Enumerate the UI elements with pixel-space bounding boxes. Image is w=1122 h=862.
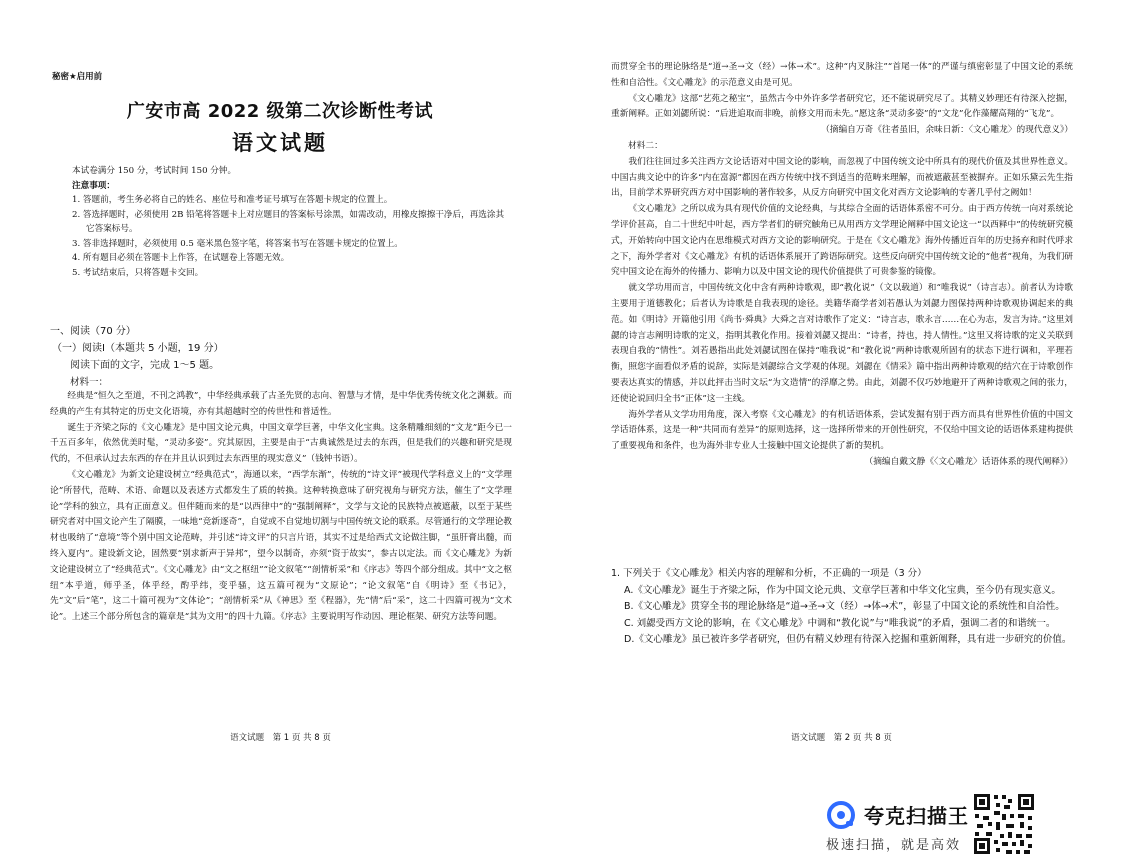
reading-instruction: 阅读下面的文字，完成 1～5 题。 [70,360,220,371]
note-item: 4. 所有题目必须在答题卡上作答，在试题卷上答题无效。 [72,253,290,263]
page-two [561,0,1122,862]
qr-code-icon [972,792,1036,856]
paragraph: 《文心雕龙》之所以成为具有现代价值的文论经典，与其综合全面的话语体系密不可分。由于西方传统一向对系统论学评价甚高，自二十世纪中叶起，西方学者们的研究触角已从用西方文学理论阐释中国文论这一“以西释中”的传统研究模式，开始转向中国文论内在思维模式对西方文论的影响研究。于是在《文心雕龙》海外传播近百年的历史扬弃和时代呼求之下，海外学者对《文心雕龙》有机的话语体系展开了跨语际研究。这些反向研究中国传统文论的“他者”视角，为我们研究中国文论在海外的传播力、影响力以及中国文论的现代价值提供了可贵参鉴的镜像。 [611,204,1073,278]
source-citation: （摘编自万奇《往者虽旧，余味日新：〈文心雕龙〉的现代意义》） [821,125,1073,136]
note-item: 5. 考试结束后，只将答题卡交回。 [72,267,204,278]
question-stem: 1. 下列关于《文心雕龙》相关内容的理解和分析，不正确的一项是（3 分） [611,568,927,579]
confidential-mark: 秘密★启用前 [52,72,103,82]
material-one-label: 材料一： [70,377,109,388]
paragraph: 经典是“恒久之至道，不刊之鸿教”，中华经典承载了古圣先贤的志向、智慧与才情，是中华优秀传统文化之渊薮。而经典的产生有其特定的历史文化语境，亦有其超越时空的传世性和普适性。 [50,391,512,417]
exam-title: 广安市高 2022 级第二次诊断性考试 [126,101,434,122]
paragraph: 我们往往回过多关注西方文论话语对中国文论的影响，而忽视了中国传统文论中所具有的现代价值及其世界性意义。中国古典文论中的许多“内在富源”都因在西方传统中找不到适当的范畴来理解，而被遮蔽甚至被摒弃。正如乐黛云先生指出，目前学术界研究西方对中国影响的著作较多，从反方向研究中国文化对西方文论影响的专著几乎付之阙如！ [611,156,1073,199]
option-b: B.《文心雕龙》贯穿全书的理论脉络是“道→圣→文（经）→体→术”，彰显了中国文论的系统性和自洽性。 [624,601,1065,612]
subsection-heading: （一）阅读Ⅰ（本题共 5 小题，19 分） [52,343,224,354]
watermark-slogan: 极速扫描，就是高效 [826,838,962,853]
exam-subtitle: 语文试题 [232,131,328,155]
question-one [611,566,1073,649]
note-item: 3. 答非选择题时，必须使用 0.5 毫米黑色签字笔，将答案书写在答题卡规定的位置上。 [72,238,403,249]
paragraph: 海外学者从文学功用角度，深入考察《文心雕龙》的有机话语体系，尝试发掘有别于西方而具有世界性价值的中国文学话语体系，这是一种“共同而有差异”的原则选择，这一选择所带来的开创性研究，不仅给中国文论的话语体系建构提供了重要视角和条件，也为海外非专业人士接触中国文论提供了新的契机。 [611,409,1073,452]
notes-heading: 注意事项： [72,180,115,191]
page-footer: 语文试题 第 2 页 共 8 页 [791,733,892,743]
paragraph: 就文学功用而言，中国传统文化中含有两种诗歌观，即“教化说”（文以载道）和“唯我说”（诗言志）。前者认为诗歌主要用于道德教化；后者认为诗歌是自我表现的途径。美籍华裔学者刘若愚认为刘勰力图保持两种诗歌观协调起来的典范。如《明诗》开篇他引用《尚书·舜典》大舜之言对诗歌作了定义：“诗言志，歌永言……在心为志，发言为诗。”这里刘勰的诗言志阐明诗歌的定义，指明其教化作用。接着刘勰又提出：“诗者，持也，持人情性。”这里又将诗歌的定义关联到表现自我的“情性”。刘若愚指出此处刘勰试图在保持“唯我说”和“教化说”两种诗歌观所固有的状态下进行调和，平理若衡，照您字面看似矛盾的说辞，实际是刘勰综合文学观的体现。刘勰在《情采》篇中指出两种诗歌观的结穴在于诗歌创作要表达真实的情感，并以此抨击当时文坛“为文造情”的浮靡之势。由此，刘勰不仅巧妙地避开了两种诗歌观之间的张力，还使论说回归全书“正体”这一主线。 [611,283,1073,404]
material-two-label: 材料二： [628,140,663,151]
option-d: D.《文心雕龙》虽已被许多学者研究，但仍有精义妙理有待深入挖掘和重新阐释，具有进一步研究的价值。 [624,634,1072,645]
paragraph: 诞生于齐梁之际的《文心雕龙》是中国文论元典，中国文章学巨著，中华文化宝典。这条精雕细刻的“文龙”距今已一千五百多年，依然优美时髦，“灵动多姿”。究其原因，主要是由于“古典诚然是过去的东西，但是我们的兴趣和研究是现代的，不但承认过去东西的存在并且认识到过去东西里的现实意义”（钱钟书语）。 [50,422,512,465]
note-item: 2. 答选择题时，必须使用 2B 铅笔将答题卡上对应题目的答案标号涂黑，如需改动，用橡皮擦擦干净后，再选涂其它答案标号。 [72,209,505,234]
note-item: 1. 答题前，考生务必将自己的姓名、座位号和准考证号填写在答题卡规定的位置上。 [72,195,393,205]
paragraph: 而贯穿全书的理论脉络是“道→圣→文（经）→体→术”。这种“内叉脉注”“首尾一体”的严谨与缜密彰显了中国文论的系统性和自洽性。《文心雕龙》的示范意义由是可见。 [611,62,1073,88]
exam-notes [72,164,512,280]
option-a: A.《文心雕龙》诞生于齐梁之际，作为中国文论元典、文章学巨著和中华文化宝典，至今仍有现实意义。 [624,584,1061,596]
material-one-text [50,389,512,626]
quark-logo-icon [826,800,856,830]
source-citation: （摘编自戴文静《〈文心雕龙〉话语体系的现代阐释》） [864,456,1073,467]
page-footer: 语文试题 第 1 页 共 8 页 [230,733,331,743]
paragraph: 《文心雕龙》为新文论建设树立“经典范式”，海通以来，“西学东渐”，传统的“诗文评”被现代学科意义上的“文学理论”所替代，范畴、术语、命题以及表述方式都发生了质的转换。这种转换意味了研究视角与研究方法，催生了“文学理论”学科的独立，具有正面意义。但伴随而来的是“以西律中”的“强制阐释”，文学与文论的民族特点被遮蔽，以至于某些研究者对中国文论产生了隔膜，一味地“竞新逐奇”，自觉或不自觉地切割与中国传统文论的联系。尽管通行的文学理论教材也吸纳了“意境”等个别中国文论范畴，并引述“诗文评”的只言片语，其实不过是给西式文论做注脚，“虽肝膏出髓，而终入夏内”。建设新文论，固然要“别求新声于异邦”，望今以制奇，亦须“资于故实”，参古以定法。而《文心雕龙》为新文论建设树立了“经典范式”。《文心雕龙》由“文之枢纽”“论文叙笔”“剖情析采”和《序志》等四个部分组成。其中“文之枢纽”本乎道，师乎圣，体乎经，酌乎纬，变乎骚，这五篇可视为“文原论”；“论文叙笔”自《明诗》至《书记》，先“文”后“笔”，这二十篇可视为“文体论”；“剖情析采”从《神思》至《程器》，先“情”后“采”，这二十四篇可视为“文术论”。上述三个部分所包含的篇章是“其为文用”的四十九篇。《序志》主要说明写作动因、理论框架、研究方法等问题。 [50,469,512,623]
material-one-continued [611,60,1073,471]
paragraph: 《文心雕龙》这部“艺苑之秘宝”，虽然古今中外许多学者研究它，还不能说研究尽了。其精义妙理还有待深入挖掘，重新阐释。正如刘勰所说：“后进追取而非晚，前修文用而未先。”愿这条“灵动多姿”的“文龙”化作藻耀高翔的“飞龙”。 [611,93,1073,120]
watermark-brand: 夸克扫描王 [864,804,969,828]
option-c: C. 刘勰受西方文论的影响，在《文心雕龙》中调和“教化说”与“唯我说”的矛盾，强调二者的和谐统一。 [624,617,1056,629]
section-heading: 一、阅读（70 分） [50,326,136,337]
scanner-watermark [826,792,1122,862]
notes-intro: 本试卷满分 150 分，考试时间 150 分钟。 [72,166,237,176]
